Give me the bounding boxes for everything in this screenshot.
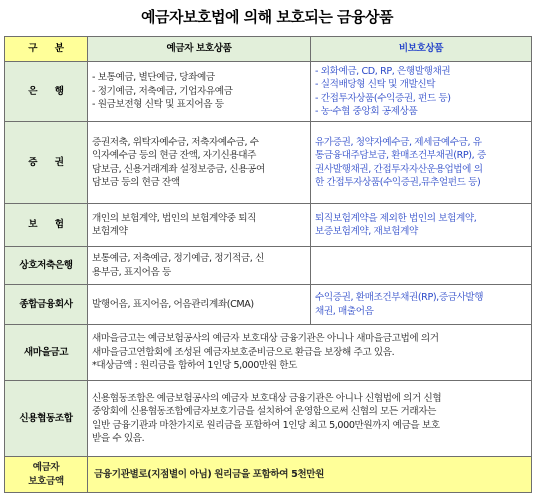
list-item: - 원금보전형 신탁 및 표지어음 등: [92, 99, 224, 111]
list-item: 퇴직보험계약을 제외한 법인의 보험계약,: [315, 212, 477, 224]
category-insurance: 보 험: [5, 204, 88, 247]
list-item: 개인의 보험계약, 법인의 보험계약중 퇴직: [92, 212, 256, 224]
category-savings-bank: 상호저축은행: [5, 247, 88, 285]
list-item: 보험계약: [92, 226, 128, 237]
list-item: 권사발행채권, 간접투자자산운용업법에 의: [315, 163, 483, 175]
list-item: - 외화예금, CD, RP, 은행발행채권: [315, 65, 451, 77]
list-item: - 농·수협 중앙회 공제상품: [315, 105, 418, 117]
list-item: 유가증권, 청약자예수금, 제세금예수금, 유: [315, 136, 482, 148]
list-item: 통금융대주담보금, 환매조건부채권(RP), 증: [315, 150, 486, 162]
table-row-savings-bank: [5, 247, 532, 285]
list-item: 담보금, 신용거래계좌 설정보증금, 신용공여: [92, 163, 265, 175]
table-row-insurance: [5, 204, 532, 247]
category-merchant-bank: 종합금융회사: [5, 285, 88, 325]
table-row-credit-union: [5, 381, 532, 457]
table-row-merchant-bank: [5, 285, 532, 325]
credit-union-description: [88, 381, 532, 457]
non-protected-insurance: [311, 204, 532, 247]
table-row-saemaul: [5, 325, 532, 381]
list-item: 받을 수 있음.: [92, 432, 145, 444]
category-credit-union: 신용협동조합: [5, 381, 88, 457]
category-saemaul: 새마을금고: [5, 325, 88, 381]
table-row-protection-limit: [5, 457, 532, 493]
list-item: 중앙회에 신용협동조합예금자보호기금을 설치하여 운영함으로써 신협의 모든 거래자는: [92, 406, 436, 418]
protected-insurance: [88, 204, 311, 247]
list-item: 익자예수금 등의 현금 잔액, 자기신용대주: [92, 150, 256, 162]
table-row-bank: [5, 62, 532, 122]
list-item: 보증보험계약, 재보험계약: [315, 226, 418, 237]
limit-label-line1: 예금자: [32, 462, 60, 474]
protection-limit-value: 금융기관별로(지점별이 아님) 원리금을 포함하여 5천만원: [88, 457, 532, 493]
list-item: 채권, 매출어음: [315, 305, 374, 317]
saemaul-description: [88, 325, 532, 381]
table-row-securities: [5, 122, 532, 204]
protected-products-table: [4, 36, 532, 493]
list-item: 일반 금융기관과 마찬가지로 원리금을 포함하여 1인당 최고 5,000만원까지 예금을 보호: [92, 419, 440, 431]
category-protection-limit: [5, 457, 88, 493]
category-bank: 은 행: [5, 62, 88, 122]
category-securities: 증 권: [5, 122, 88, 204]
header-non-protected: 비보호상품: [311, 37, 532, 62]
list-item: 증권저축, 위탁자예수금, 저축자예수금, 수: [92, 136, 259, 148]
page-title: 예금자보호법에 의해 보호되는 금융상품: [141, 8, 393, 26]
list-item: - 실적배당형 신탁 및 개발신탁: [315, 79, 436, 91]
list-item: 담보금 등의 현금 잔액: [92, 176, 180, 188]
non-protected-merchant-bank: [311, 285, 532, 325]
non-protected-savings-bank: [311, 247, 532, 285]
protected-savings-bank: [88, 247, 311, 285]
protected-securities: [88, 122, 311, 204]
list-item: *대상금액 : 원리금을 합하여 1인당 5,000만원 한도: [92, 360, 298, 372]
list-item: 신용협동조합은 예금보험공사의 예금자 보호대상 금융기관은 아니나 신협법에 의거 신협: [92, 392, 442, 404]
list-item: - 보통예금, 별단예금, 당좌예금: [92, 72, 215, 84]
list-item: - 정기예금, 저축예금, 기업자유예금: [92, 85, 233, 97]
limit-label-line2: 보호금액: [28, 475, 64, 487]
list-item: 보통예금, 저축예금, 정기예금, 정기적금, 신: [92, 253, 264, 265]
protected-bank: [88, 62, 311, 122]
list-item: 발행어음, 표지어음, 어음관리계좌(CMA): [92, 298, 254, 310]
list-item: 새마을금고는 예금보험공사의 예금자 보호대상 금융기관은 아니나 새마을금고법에 의거: [92, 333, 439, 345]
list-item: 용부금, 표지어음 등: [92, 266, 171, 278]
header-protected: 예금자 보호상품: [88, 37, 311, 62]
table-header-row: [5, 37, 532, 62]
list-item: 한 간접투자상품(수익증권,뮤추얼펀드 등): [315, 176, 481, 188]
non-protected-bank: [311, 62, 532, 122]
protected-merchant-bank: [88, 285, 311, 325]
list-item: 새마을금고연합회에 조성된 예금자보호준비금으로 환급을 보장해 주고 있음.: [92, 346, 395, 358]
non-protected-securities: [311, 122, 532, 204]
list-item: 수익증권, 환매조건부채권(RP),증금사발행: [315, 292, 484, 304]
header-category: 구 분: [5, 37, 88, 62]
list-item: - 간접투자상품(수익증권, 펀드 등): [315, 92, 451, 104]
